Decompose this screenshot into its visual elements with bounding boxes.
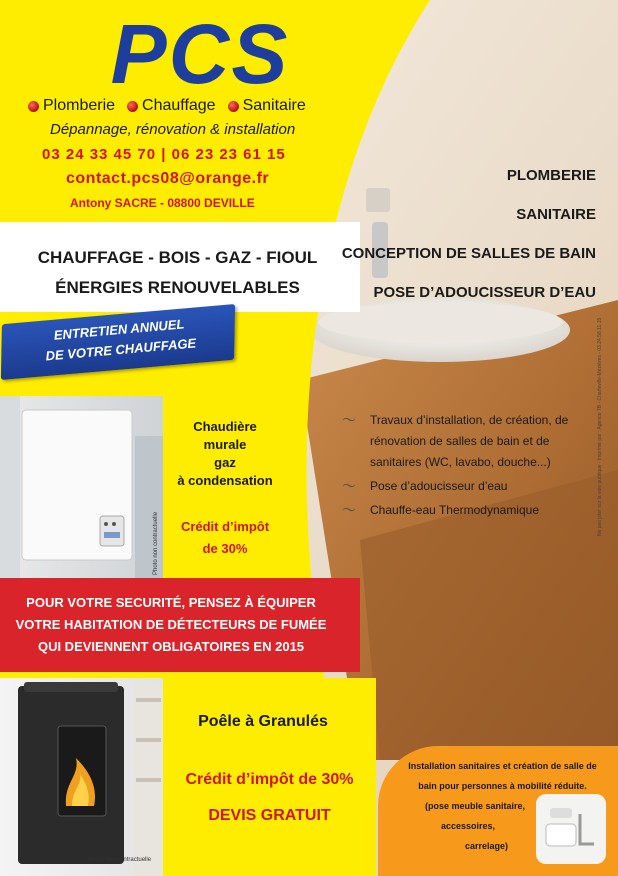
stove-title: Poêle à Granulés [198, 713, 328, 730]
email-address[interactable]: contact.pcs08@orange.fr [66, 170, 270, 187]
service-categories [342, 156, 596, 312]
boiler-title-line: gaz [214, 455, 236, 470]
phone-numbers[interactable]: 03 24 33 45 70 | 06 23 23 61 15 [42, 146, 286, 163]
accessibility-text [395, 756, 610, 856]
service-text: Pose d’adoucisseur d’eau [370, 479, 508, 493]
boiler-title-line: murale [203, 437, 247, 452]
heating-line-2: ÉNERGIES RENOUVELABLES [55, 278, 300, 297]
wave-icon: 〜 [342, 502, 356, 518]
banner-line-1: ENTRETIEN ANNUEL [53, 316, 185, 343]
alert-line-3: QUI DEVIENNENT OBLIGATOIRES EN 2015 [37, 639, 305, 654]
wave-icon: 〜 [342, 412, 356, 428]
service-item [342, 410, 597, 473]
boiler-photo-note: Photo non contractuelle [153, 511, 159, 575]
access-line-5: carrelage) [465, 841, 509, 851]
bullet-icon [28, 101, 39, 112]
pcs-logo: PCS [110, 7, 290, 101]
boiler-title [163, 418, 287, 490]
access-line-3: (pose meuble sanitaire, [425, 801, 526, 811]
trade-heating [127, 97, 216, 115]
owner-address: Antony SACRE - 08800 DEVILLE [70, 196, 255, 210]
category-water-softener: POSE D’ADOUCISSEUR D’EAU [373, 284, 596, 301]
trades-list [28, 97, 368, 115]
stove-tax-credit: Crédit d’impôt de 30% [185, 771, 354, 788]
service-item [342, 500, 597, 521]
tagline: Dépannage, rénovation & installation [50, 121, 296, 138]
banner-line-2: DE VOTRE CHAUFFAGE [44, 335, 197, 364]
category-bathroom-design: CONCEPTION DE SALLES DE BAIN [341, 245, 596, 262]
free-quote: DEVIS GRATUIT [208, 807, 331, 824]
access-line-2: bain pour personnes à mobilité réduite. [418, 781, 587, 791]
trade-label: Chauffage [142, 97, 216, 114]
alert-line-1: POUR VOTRE SECURITÉ, PENSEZ À ÉQUIPER [26, 595, 316, 610]
trade-label: Plomberie [43, 97, 116, 114]
stove-offer [163, 766, 376, 830]
boiler-photo [0, 396, 163, 578]
access-line-1: Installation sanitaires et création de salle de [408, 761, 597, 771]
heating-types [20, 243, 335, 303]
boiler-illustration [0, 396, 163, 578]
trade-sanitary [228, 97, 306, 115]
category-sanitary: SANITAIRE [516, 206, 596, 223]
services-list [342, 410, 597, 521]
trade-label: Sanitaire [242, 97, 306, 114]
category-plumbing: PLOMBERIE [506, 167, 596, 184]
pellet-stove-illustration [0, 678, 163, 876]
printer-credit: Ne pas jeter sur la voie publique - Imprimé par : Agence TB - Charleville-Mézières - 03.24.58.11.15 [597, 317, 603, 536]
service-text: Chauffe-eau Thermodynamique [370, 503, 539, 517]
boiler-tax-credit [163, 516, 287, 560]
boiler-title-line: à condensation [177, 473, 273, 488]
trade-plumbing [28, 97, 115, 115]
service-item [342, 476, 597, 497]
service-text: Travaux d’installation, de création, de rénovation de salles de bain et de sanitaires (WC, lavabo, douche...) [370, 413, 569, 469]
boiler-credit-line-1: Crédit d’impôt [180, 519, 270, 534]
wave-icon: 〜 [342, 478, 356, 494]
heating-line-1: CHAUFFAGE - BOIS - GAZ - FIOUL [37, 248, 318, 267]
alert-line-2: VOTRE HABITATION DE DÉTECTEURS DE FUMÉE [15, 617, 327, 632]
bullet-icon [127, 101, 138, 112]
access-line-4: accessoires, [441, 821, 496, 831]
boiler-credit-line-2: de 30% [202, 541, 248, 556]
stove-photo-note: Photo non contractuelle [88, 857, 152, 863]
bullet-icon [228, 101, 239, 112]
stove-photo [0, 678, 163, 876]
smoke-detector-alert [6, 592, 336, 658]
boiler-title-line: Chaudière [193, 419, 257, 434]
